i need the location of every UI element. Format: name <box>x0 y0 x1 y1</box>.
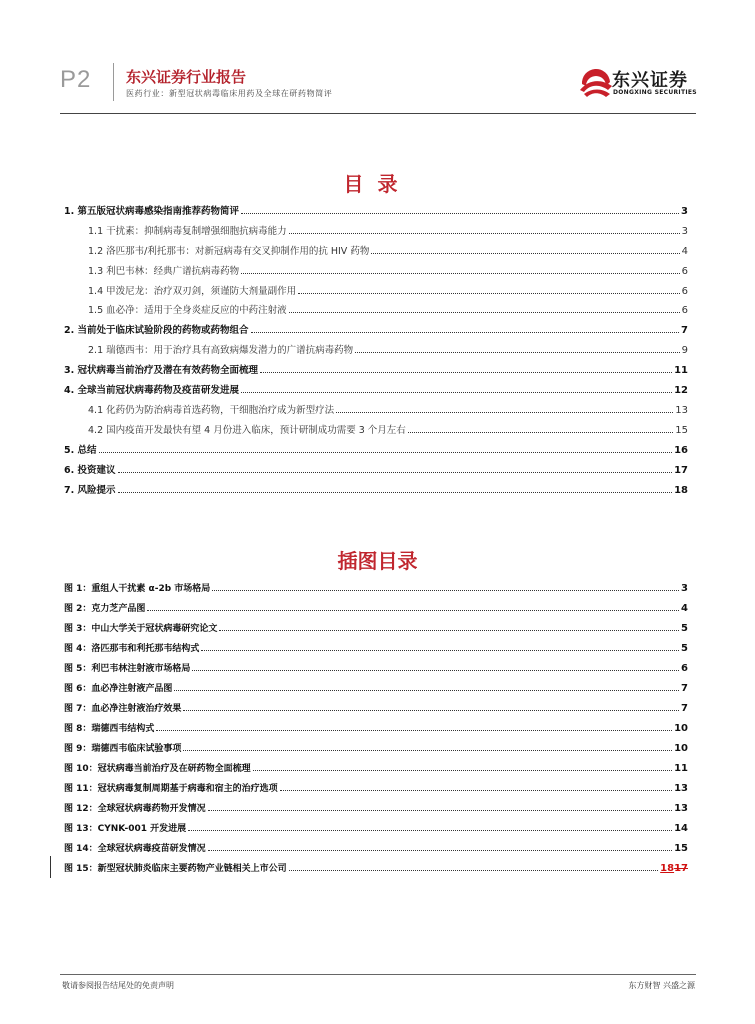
figure-item[interactable]: 图 5：利巴韦林注射液市场格局 6 <box>64 663 688 674</box>
page-number: P2 <box>60 66 92 93</box>
header-rule <box>60 113 696 114</box>
toc-item[interactable]: 1. 第五版冠状病毒感染指南推荐药物简评 3 <box>64 206 688 217</box>
report-subtitle: 医药行业：新型冠状病毒临床用药及全球在研药物简评 <box>126 89 333 98</box>
figure-item[interactable]: 图 15：新型冠状肺炎临床主要药物产业链相关上市公司 1817 <box>64 863 688 874</box>
figure-item[interactable]: 图 1：重组人干扰素 α-2b 市场格局 3 <box>64 583 688 594</box>
toc-item[interactable]: 5. 总结 16 <box>64 445 688 456</box>
toc-item[interactable]: 1.5 血必净：适用于全身炎症反应的中药注射液 6 <box>88 305 688 316</box>
toc-item[interactable]: 3. 冠状病毒当前治疗及潜在有效药物全面梳理 11 <box>64 365 688 376</box>
toc-item[interactable]: 4.1 化药仍为防治病毒首选药物，干细胞治疗成为新型疗法 13 <box>88 405 688 416</box>
report-title: 东兴证券行业报告 <box>126 68 247 86</box>
figure-item[interactable]: 图 2：克力芝产品图 4 <box>64 603 688 614</box>
footer-disclaimer: 敬请参阅报告结尾处的免责声明 <box>62 981 174 990</box>
figure-item[interactable]: 图 12：全球冠状病毒药物开发情况 13 <box>64 803 688 814</box>
toc-item[interactable]: 1.4 甲泼尼龙：治疗双刃剑，须谨防大剂量副作用 6 <box>88 286 688 297</box>
figure-item[interactable]: 图 11：冠状病毒复制周期基于病毒和宿主的治疗选项 13 <box>64 783 688 794</box>
logo-en: DONGXING SECURITIES <box>613 89 697 96</box>
figure-item[interactable]: 图 14：全球冠状病毒疫苗研发情况 15 <box>64 843 688 854</box>
figure-list-heading: 插图目录 <box>337 549 418 573</box>
figure-item[interactable]: 图 8：瑞德西韦结构式 10 <box>64 723 688 734</box>
toc-item[interactable]: 7. 风险提示 18 <box>64 485 688 496</box>
figure-item[interactable]: 图 4：洛匹那韦和利托那韦结构式 5 <box>64 643 688 654</box>
toc-item[interactable]: 1.1 干扰素：抑制病毒复制增强细胞抗病毒能力 3 <box>88 226 688 237</box>
figure-item[interactable]: 图 10：冠状病毒当前治疗及在研药物全面梳理 11 <box>64 763 688 774</box>
toc-item[interactable]: 1.3 利巴韦林：经典广谱抗病毒药物 6 <box>88 266 688 277</box>
toc-item[interactable]: 2. 当前处于临床试验阶段的药物或药物组合 7 <box>64 325 688 336</box>
toc-item[interactable]: 4. 全球当前冠状病毒药物及疫苗研发进展 12 <box>64 385 688 396</box>
header-divider <box>113 63 114 101</box>
figure-item[interactable]: 图 7：血必净注射液治疗效果 7 <box>64 703 688 714</box>
figure-item[interactable]: 图 13：CYNK-001 开发进展 14 <box>64 823 688 834</box>
footer-slogan: 东方财智 兴盛之源 <box>628 981 695 990</box>
toc-item[interactable]: 2.1 瑞德西韦：用于治疗具有高致病爆发潜力的广谱抗病毒药物 9 <box>88 345 688 356</box>
figure-item[interactable]: 图 3：中山大学关于冠状病毒研究论文 5 <box>64 623 688 634</box>
toc-item[interactable]: 4.2 国内疫苗开发最快有望 4 月份进入临床，预计研制成功需要 3 个月左右 15 <box>88 425 688 436</box>
toc-item[interactable]: 1.2 洛匹那韦/利托那韦：对新冠病毒有交叉抑制作用的抗 HIV 药物 4 <box>88 246 688 257</box>
page-old: 17 <box>674 863 688 874</box>
logo-cn: 东兴证券 <box>612 70 688 91</box>
toc-heading: 目录 <box>343 172 412 196</box>
figure-item[interactable]: 图 6：血必净注射液产品图 7 <box>64 683 688 694</box>
revision-bar <box>50 856 51 878</box>
page-new: 18 <box>660 863 675 874</box>
toc-item[interactable]: 6. 投资建议 17 <box>64 465 688 476</box>
figure-item[interactable]: 图 9：瑞德西韦临床试验事项 10 <box>64 743 688 754</box>
footer-rule <box>60 974 696 975</box>
